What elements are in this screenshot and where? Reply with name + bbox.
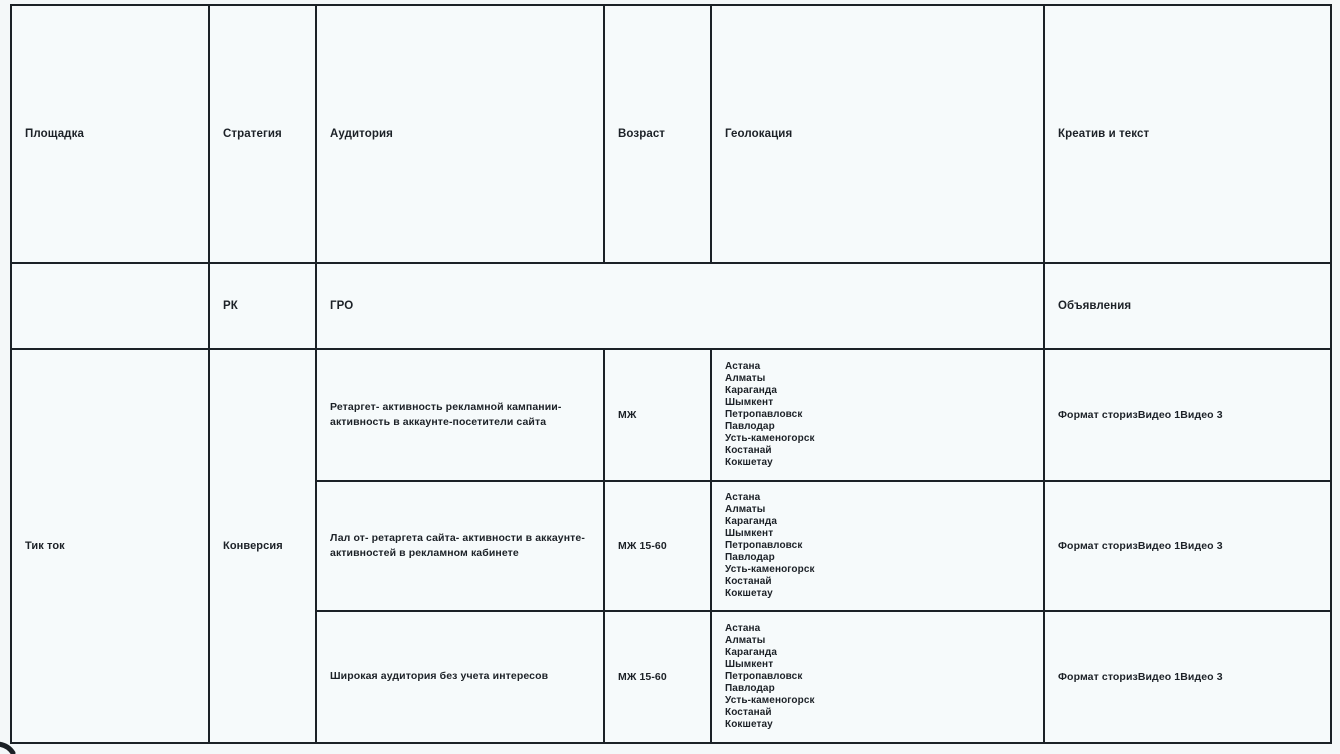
group-audience: ГРО bbox=[316, 263, 1044, 349]
geo-city: Кокшетау bbox=[725, 719, 773, 730]
age-cell: МЖ 15-60 bbox=[604, 611, 711, 743]
geo-city: Павлодар bbox=[725, 683, 775, 694]
geo-city: Усть-каменогорск bbox=[725, 695, 815, 706]
geo-city: Костанай bbox=[725, 576, 772, 587]
geo-city: Кокшетау bbox=[725, 457, 773, 468]
strategy-cell: Конверсия bbox=[209, 349, 316, 743]
geo-cell bbox=[711, 349, 1044, 481]
creative-cell: Формат сторизВидео 1Видео 3 bbox=[1044, 481, 1331, 611]
audience-cell: Ретаргет- активность рекламной кампании- активность в аккаунте-посетители сайта bbox=[316, 349, 604, 481]
geo-city: Астана bbox=[725, 623, 761, 634]
geo-city: Шымкент bbox=[725, 659, 774, 670]
geo-city: Астана bbox=[725, 492, 761, 503]
header-strategy: Стратегия bbox=[209, 5, 316, 263]
audience-cell: Широкая аудитория без учета интересов bbox=[316, 611, 604, 743]
geo-city: Караганда bbox=[725, 385, 778, 396]
geo-city: Павлодар bbox=[725, 421, 775, 432]
geo-city: Петропавловск bbox=[725, 671, 803, 682]
group-strategy: РК bbox=[209, 263, 316, 349]
geo-city: Алматы bbox=[725, 635, 766, 646]
geo-cell bbox=[711, 611, 1044, 743]
geo-city: Петропавловск bbox=[725, 540, 803, 551]
header-age: Возраст bbox=[604, 5, 711, 263]
geo-city: Астана bbox=[725, 361, 761, 372]
geo-city: Кокшетау bbox=[725, 588, 773, 599]
geo-cell bbox=[711, 481, 1044, 611]
platform-cell: Тик ток bbox=[11, 349, 209, 743]
geo-city: Павлодар bbox=[725, 552, 775, 563]
header-audience: Аудитория bbox=[316, 5, 604, 263]
age-cell: МЖ bbox=[604, 349, 711, 481]
creative-cell: Формат сторизВидео 1Видео 3 bbox=[1044, 611, 1331, 743]
geo-city: Алматы bbox=[725, 373, 766, 384]
geo-city: Шымкент bbox=[725, 397, 774, 408]
geo-city: Петропавловск bbox=[725, 409, 803, 420]
group-creative: Объявления bbox=[1044, 263, 1331, 349]
geo-city: Усть-каменогорск bbox=[725, 433, 815, 444]
audience-cell: Лал от- ретаргета сайта- активности в аккаунте-активностей в рекламном кабинете bbox=[316, 481, 604, 611]
geo-city: Алматы bbox=[725, 504, 766, 515]
age-cell: МЖ 15-60 bbox=[604, 481, 711, 611]
table-row bbox=[11, 349, 1331, 481]
media-plan-table bbox=[10, 4, 1332, 744]
geo-city: Усть-каменогорск bbox=[725, 564, 815, 575]
geo-city: Костанай bbox=[725, 445, 772, 456]
creative-cell: Формат сторизВидео 1Видео 3 bbox=[1044, 349, 1331, 481]
header-platform: Площадка bbox=[11, 5, 209, 263]
geo-city: Шымкент bbox=[725, 528, 774, 539]
header-creative: Креатив и текст bbox=[1044, 5, 1331, 263]
group-platform-empty bbox=[11, 263, 209, 349]
group-row bbox=[11, 263, 1331, 349]
geo-city: Караганда bbox=[725, 516, 778, 527]
header-row bbox=[11, 5, 1331, 263]
header-geo: Геолокация bbox=[711, 5, 1044, 263]
geo-city: Костанай bbox=[725, 707, 772, 718]
geo-city: Караганда bbox=[725, 647, 778, 658]
